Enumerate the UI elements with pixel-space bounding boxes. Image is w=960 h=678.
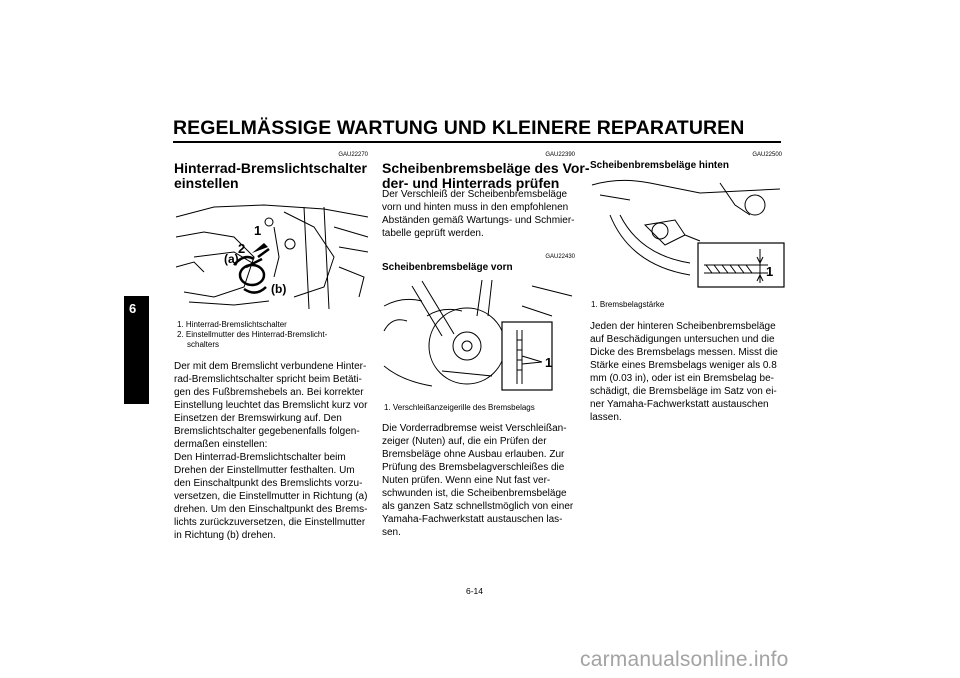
body-text <box>174 360 374 542</box>
chapter-number: 6 <box>129 301 137 316</box>
body-text <box>382 422 582 539</box>
figure-caption: 1. Verschleißanzeigerille des Bremsbelags <box>384 403 535 412</box>
brake-switch-figure <box>174 197 370 311</box>
section-heading <box>382 161 589 191</box>
text-line: vorn und hinten muss in den empfohlenen <box>382 202 569 213</box>
section-code: GAU22270 <box>338 152 368 158</box>
heading-line: Hinterrad-Bremslichtschalter <box>174 160 367 176</box>
figure-caption: 1. Bremsbelagstärke <box>591 300 665 309</box>
text-line: auf Beschädigungen untersuchen und die <box>590 334 775 345</box>
text-line: Einsetzen der Bremswirkung auf. Den <box>174 413 342 424</box>
text-line: Bremslichtschalter gegebenenfalls folgen- <box>174 426 360 437</box>
caption-item: 2. Einstellmutter des Hinterrad-Bremslicht- <box>177 330 328 339</box>
text-line: lichts zurückzuversetzen, die Einstellmutter <box>174 517 366 528</box>
text-line: versetzen, die Einstellmutter in Richtung (a) <box>174 491 368 502</box>
figure-caption <box>177 320 372 350</box>
title-rule <box>173 141 781 143</box>
text-line: lassen. <box>590 412 622 423</box>
text-line: schwunden ist, die Scheibenbremsbeläge <box>382 488 567 499</box>
figure-label-b: (b) <box>271 282 287 296</box>
text-line: Stärke eines Bremsbelags weniger als 0.8 <box>590 360 777 371</box>
text-line: schädigt, die Bremsbeläge im Satz von ei- <box>590 386 777 397</box>
text-line: tabelle geprüft werden. <box>382 228 484 239</box>
body-text <box>590 320 790 424</box>
figure-label-a: (a) <box>224 252 239 266</box>
text-line: mm (0.03 in), oder ist ein Bremsbelag be- <box>590 373 774 384</box>
text-line: dermaßen einstellen: <box>174 439 268 450</box>
front-brake-figure <box>382 276 578 396</box>
watermark: carmanualsonline.info <box>580 648 789 671</box>
text-line: Prüfung des Bremsbelagverschleißes die <box>382 462 565 473</box>
text-line: Die Vorderradbremse weist Verschleißan- <box>382 423 567 434</box>
text-line: Der mit dem Bremslicht verbundene Hinter- <box>174 361 367 372</box>
text-line: sen. <box>382 527 401 538</box>
figure-label-1: 1 <box>766 264 774 279</box>
caption-item-cont: schalters <box>187 340 220 349</box>
heading-line: einstellen <box>174 175 239 191</box>
heading-line: der- und Hinterrads prüfen <box>382 175 560 191</box>
text-line: Yamaha-Fachwerkstatt austauschen las- <box>382 514 563 525</box>
chapter-tab <box>124 296 149 404</box>
text-line: Dicke des Bremsbelags messen. Misst die <box>590 347 778 358</box>
text-line: Drehen der Einstellmutter festhalten. Um <box>174 465 355 476</box>
text-line: Einstellung leuchtet das Bremslicht kurz vor <box>174 400 368 411</box>
text-line: drehen. Um den Einschaltpunkt des Brems- <box>174 504 368 515</box>
text-line: rad-Bremslichtschalter spricht beim Betäti- <box>174 374 362 385</box>
page-number: 6-14 <box>466 586 484 596</box>
rear-brake-figure <box>590 175 786 293</box>
text-line: als ganzen Satz schnellstmöglich von einer <box>382 501 574 512</box>
figure-label-1: 1 <box>254 223 262 238</box>
text-line: gen des Fußbremshebels an. Bei korrekter <box>174 387 364 398</box>
text-line: Der Verschleiß der Scheibenbremsbeläge <box>382 189 568 200</box>
page-title: REGELMÄSSIGE WARTUNG UND KLEINERE REPARATUREN <box>173 117 745 139</box>
intro-text <box>382 188 582 240</box>
heading-line: Scheibenbremsbeläge des Vor- <box>382 160 590 176</box>
section-code: GAU22500 <box>752 152 782 158</box>
section-heading <box>174 161 367 191</box>
text-line: Abständen gemäß Wartungs- und Schmier- <box>382 215 575 226</box>
text-line: Bremsbeläge ohne Ausbau erlauben. Zur <box>382 449 565 460</box>
subheading: Scheibenbremsbeläge vorn <box>382 262 513 273</box>
section-code: GAU22430 <box>545 254 575 260</box>
figure-label-2: 2 <box>238 241 246 256</box>
text-line: ner Yamaha-Fachwerkstatt austauschen <box>590 399 769 410</box>
caption-item: 1. Hinterrad-Bremslichtschalter <box>177 320 287 329</box>
text-line: in Richtung (b) drehen. <box>174 530 276 541</box>
text-line: Jeden der hinteren Scheibenbremsbeläge <box>590 321 776 332</box>
section-code: GAU22390 <box>545 152 575 158</box>
text-line: zeiger (Nuten) auf, die ein Prüfen der <box>382 436 547 447</box>
text-line: Nuten prüfen. Wenn eine Nut fast ver- <box>382 475 551 486</box>
text-line: Den Hinterrad-Bremslichtschalter beim <box>174 452 346 463</box>
subheading: Scheibenbremsbeläge hinten <box>590 160 729 171</box>
text-line: den Einschaltpunkt des Bremslichts vorzu- <box>174 478 363 489</box>
figure-label-1: 1 <box>545 355 553 370</box>
